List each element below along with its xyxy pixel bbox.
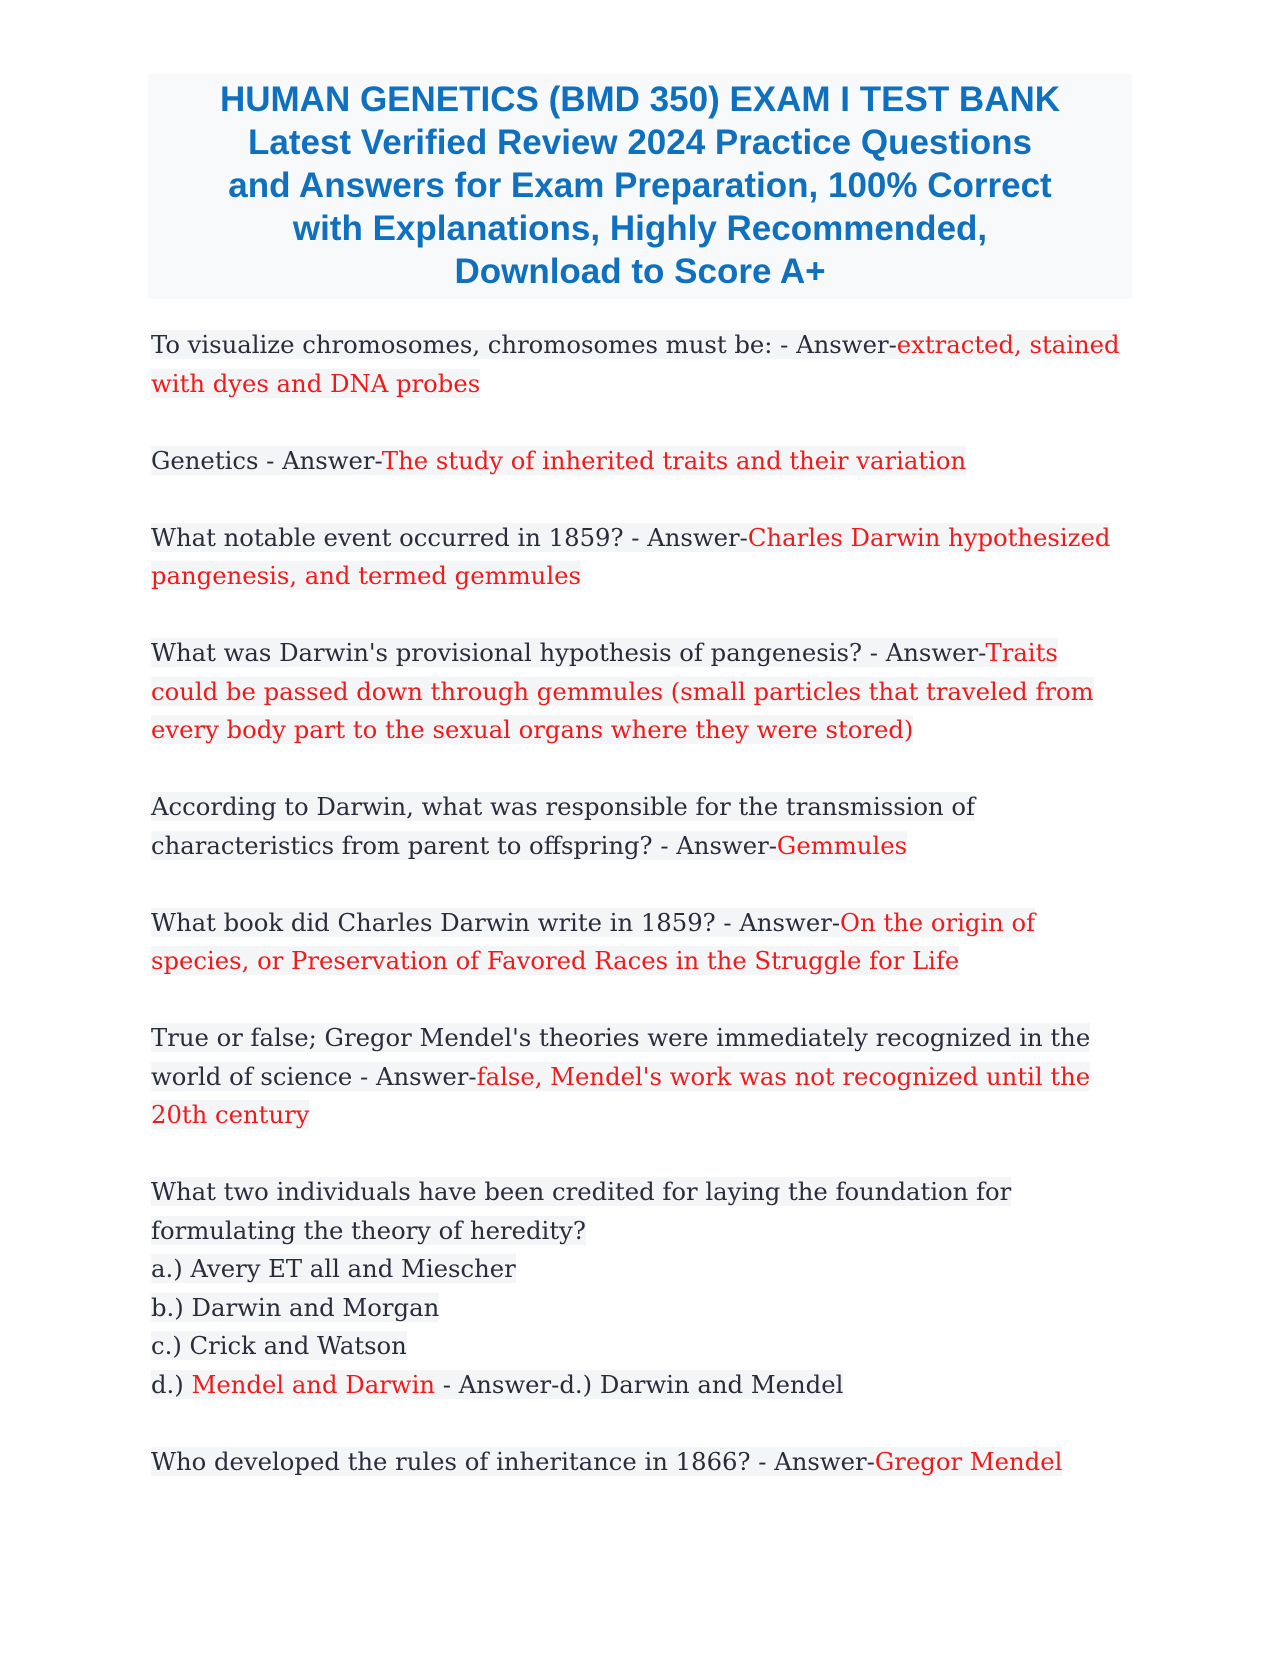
answer-text: extracted, stained with dyes and DNA probes xyxy=(151,330,1120,398)
qa-item xyxy=(151,326,1131,403)
qa-item xyxy=(151,788,1131,865)
title-line: HUMAN GENETICS (BMD 350) EXAM I TEST BANK xyxy=(219,80,1061,119)
qa-item xyxy=(151,1019,1131,1135)
question-text: Genetics xyxy=(151,445,259,475)
answer-text: false, Mendel's work was not recognized until the 20th century xyxy=(151,1061,1091,1129)
answer-text: The study of inherited traits and their variation xyxy=(381,445,967,475)
answer-text: Traits could be passed down through gemmules (small particles that traveled from every body part to the sexual organs where they were stored) xyxy=(151,638,1094,744)
question-text: To visualize chromosomes, chromosomes must be: xyxy=(151,330,773,359)
answer-prefix: - Answer- xyxy=(652,830,777,860)
mc-option-highlight: Mendel and Darwin xyxy=(191,1369,436,1399)
mc-answer-text: - Answer-d.) Darwin and Mendel xyxy=(435,1369,844,1399)
answer-prefix: - Answer- xyxy=(258,445,382,475)
answer-text: Charles Darwin hypothesized pangenesis, and termed gemmules xyxy=(151,522,1111,590)
qa-item xyxy=(151,1443,1131,1482)
title-line: and Answers for Exam Preparation, 100% Correct xyxy=(228,166,1052,205)
answer-prefix: - Answer- xyxy=(750,1446,875,1476)
qa-item xyxy=(151,904,1131,981)
title-line: with Explanations, Highly Recommended, xyxy=(292,209,988,248)
mc-question: What two individuals have been credited for laying the foundation for formulating the theory of heredity? xyxy=(151,1177,1012,1245)
qa-item xyxy=(151,442,1131,481)
answer-text: On the origin of species, or Preservation of Favored Races in the Struggle for Life xyxy=(151,907,1036,975)
mc-option: a.) Avery ET all and Miescher xyxy=(151,1254,516,1283)
qa-item xyxy=(151,634,1131,750)
mc-option: b.) Darwin and Morgan xyxy=(151,1292,440,1322)
question-text: What was Darwin's provisional hypothesis of pangenesis? xyxy=(151,638,863,667)
mc-option: c.) Crick and Watson xyxy=(151,1331,407,1360)
question-text: What book did Charles Darwin write in 1859? xyxy=(151,907,716,937)
question-text: According to Darwin, what was responsible for the transmission of characteristics from parent to offspring? xyxy=(151,792,976,860)
question-text: Who developed the rules of inheritance in 1866? xyxy=(151,1446,751,1476)
answer-prefix: - Answer- xyxy=(715,907,841,937)
qa-item xyxy=(151,519,1131,596)
qa-list xyxy=(151,326,1131,1520)
question-text: True or false; Gregor Mendel's theories were immediately recognized in the world of science xyxy=(151,1023,1091,1091)
title-line: Download to Score A+ xyxy=(454,252,826,291)
title-line: Latest Verified Review 2024 Practice Questions xyxy=(248,123,1032,162)
question-text: What notable event occurred in 1859? xyxy=(151,522,624,552)
answer-text: Gemmules xyxy=(776,830,908,860)
mc-option-prefix: d.) xyxy=(151,1369,192,1399)
answer-text: Gregor Mendel xyxy=(874,1446,1063,1476)
answer-prefix: - Answer- xyxy=(352,1061,477,1091)
answer-prefix: - Answer- xyxy=(623,522,748,552)
document-title xyxy=(148,74,1132,299)
answer-prefix: - Answer- xyxy=(772,330,897,359)
multiple-choice-item xyxy=(151,1173,1131,1404)
answer-prefix: - Answer- xyxy=(862,638,986,667)
